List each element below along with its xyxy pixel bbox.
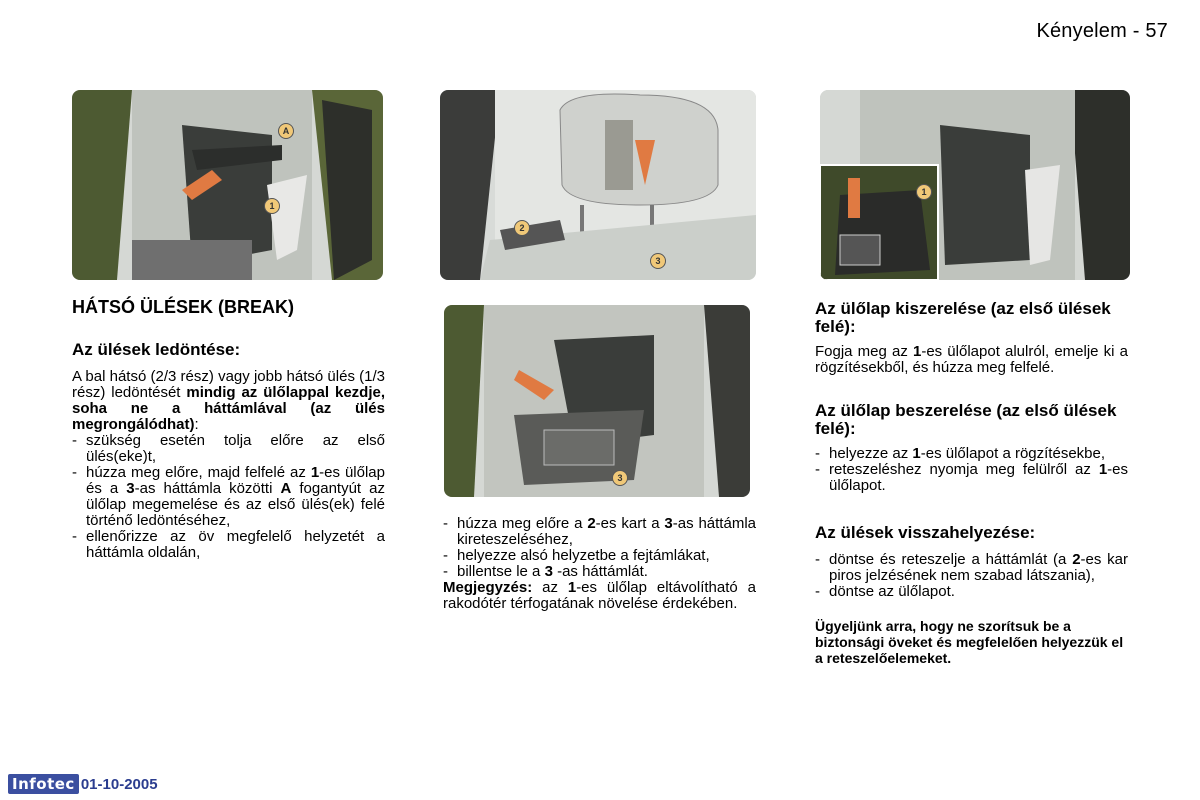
figure-seat-folded (444, 305, 750, 497)
section-title: HÁTSÓ ÜLÉSEK (BREAK) (72, 297, 295, 317)
backrest-steps-list (443, 516, 756, 580)
figure-seat-cushion-lift (72, 90, 383, 280)
list-item: - szükség esetén tolja előre az első ülés(eke)t, (72, 433, 385, 465)
figure-headrest-lever (440, 90, 756, 280)
figure-cushion-removal (820, 90, 1130, 280)
column-middle (443, 516, 756, 612)
list-item: - ellenőrizze az öv megfelelő helyzetét a háttámla oldalán, (72, 529, 385, 561)
column-right (815, 300, 1128, 666)
column-left (72, 299, 385, 561)
list-item: - helyezze az 1-es ülőlapot a rögzítésekbe, (815, 446, 1128, 462)
list-item: - helyezze alsó helyzetbe a fejtámlákat, (443, 548, 756, 564)
page-header: Kényelem - 57 (1036, 20, 1168, 42)
infotec-logo: Infotec (8, 774, 79, 794)
footer (8, 774, 158, 794)
list-item: - reteszeléshez nyomja meg felülről az 1-es ülőlapot. (815, 462, 1128, 494)
subsection-install-cushion: Az ülőlap beszerelése (az első ülések felé): (815, 401, 1117, 438)
label-2: 2 (514, 220, 530, 236)
restore-steps-list (815, 552, 1128, 600)
intro-paragraph: A bal hátsó (2/3 rész) vagy jobb hátsó ülés (1/3 rész) ledöntését mindig az ülőlappal kezdje, soha ne a háttámlával (az ülés megrongálódhat): (72, 368, 385, 433)
list-item: - döntse az ülőlapot. (815, 584, 1128, 600)
list-item: - döntse és reteszelje a háttámlát (a 2-es kar piros jelzésének nem szabad látszania), (815, 552, 1128, 584)
list-item: - billentse le a 3 -as háttámlát. (443, 564, 756, 580)
label-3-fold: 3 (612, 470, 628, 486)
safety-warning: Ügyeljünk arra, hogy ne szorítsuk be a biztonsági öveket és megfelelően helyezzük el a reteszelőelemeket. (815, 618, 1124, 666)
remove-paragraph: Fogja meg az 1-es ülőlapot alulról, emelje ki a rögzítésekből, és húzza meg felfelé. (815, 343, 1128, 376)
note-paragraph: Megjegyzés: az 1-es ülőlap eltávolítható a rakodótér térfogatának növelése érdekében. (443, 579, 756, 612)
label-3: 3 (650, 253, 666, 269)
fold-steps-list (72, 433, 385, 561)
subsection-remove-cushion: Az ülőlap kiszerelése (az első ülések felé): (815, 299, 1111, 336)
label-1-removal: 1 (916, 184, 932, 200)
install-steps-list (815, 446, 1128, 494)
footer-date: 01-10-2005 (80, 775, 158, 793)
label-1: 1 (264, 198, 280, 214)
label-a: A (278, 123, 294, 139)
list-item: - húzza meg előre, majd felfelé az 1-es ülőlap és a 3-as háttámla közötti A fogantyút az ülőlap megemelése és az első ülés(ek) felé történő ledöntéséhez, (72, 465, 385, 529)
list-item: - húzza meg előre a 2-es kart a 3-as háttámla kireteszeléséhez, (443, 516, 756, 548)
subsection-restore-seats: Az ülések visszahelyezése: (815, 523, 1036, 542)
subsection-fold-seats: Az ülések ledöntése: (72, 340, 241, 359)
